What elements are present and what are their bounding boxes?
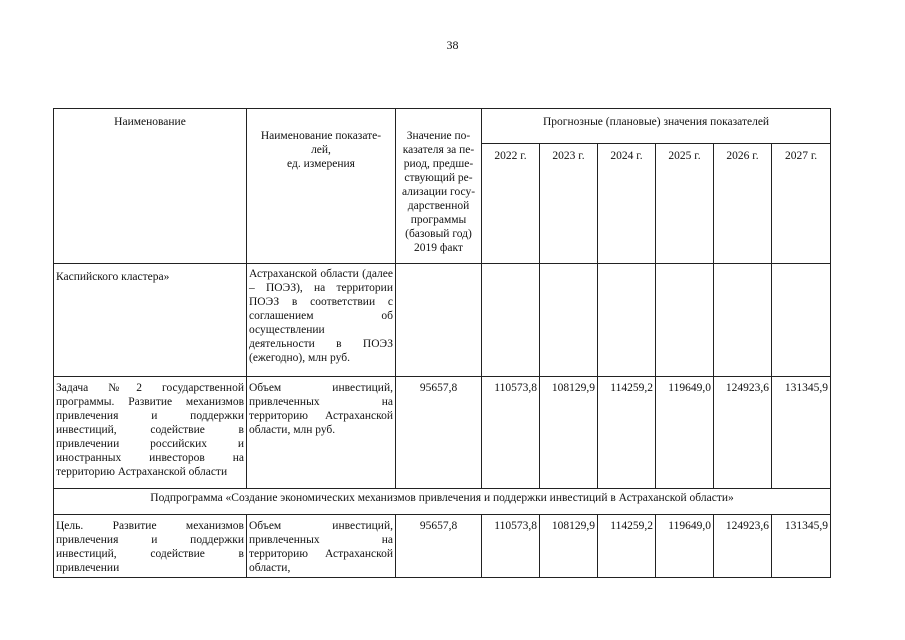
row-value-2022 (482, 264, 540, 377)
header-forecast-group-text: Прогнозные (плановые) значения показателей (542, 116, 770, 128)
subprogram-heading: Подпрограмма «Создание экономических механизмов привлечения и поддержки инвестиций в Астраханской области» (54, 489, 831, 515)
row-value-2025 (656, 264, 714, 377)
row-indicator-cell: Объем инвестиций, привлеченных на территорию Астраханской области, (247, 515, 396, 578)
row-value-2023: 108129,9 (540, 377, 598, 489)
row-value-2022: 110573,8 (482, 377, 540, 489)
header-year-2025: 2025 г. (656, 144, 714, 264)
row-value-2026 (714, 264, 772, 377)
row-indicator-cell: Астраханской области (далее – ПОЭЗ), на территории ПОЭЗ в соответствии с соглашением об осуществлении деятельности в ПОЭЗ (ежегодно), млн руб. (247, 264, 396, 377)
row-value-2026: 124923,6 (714, 515, 772, 578)
header-indicator-text: Наименование показате- лей, ед. измерения (260, 130, 382, 170)
row-value-2027: 131345,9 (772, 515, 831, 578)
row-value-2027 (772, 264, 831, 377)
row-base-cell: 95657,8 (396, 377, 482, 489)
row-value-2023 (540, 264, 598, 377)
row-indicator-cell: Объем инвестиций, привлеченных на территорию Астраханской области, млн руб. (247, 377, 396, 489)
row-value-2024: 114259,2 (598, 377, 656, 489)
header-year-2024: 2024 г. (598, 144, 656, 264)
header-year-2027: 2027 г. (772, 144, 831, 264)
row-value-2024 (598, 264, 656, 377)
header-name-text: Наименование (114, 116, 186, 128)
page-number: 38 (446, 38, 459, 52)
header-year-2022: 2022 г. (482, 144, 540, 264)
row-name-cell: Цель. Развитие механизмов привлечения и поддержки инвестиций, содействие в привлечении (54, 515, 247, 578)
table-row (54, 377, 831, 489)
header-indicator (247, 109, 396, 264)
header-year-2023: 2023 г. (540, 144, 598, 264)
row-name-cell: Задача №2 государственной программы. Развитие механизмов привлечения и поддержки инвестиций, содействие в привлечении российских и иностранных инвесторов на территорию Астраханской области (54, 377, 247, 489)
table-row (54, 264, 831, 377)
row-value-2026: 124923,6 (714, 377, 772, 489)
header-forecast-group (482, 109, 831, 144)
row-name-cell: Каспийского кластера» (54, 264, 247, 377)
table-row (54, 515, 831, 578)
header-base-value-text: Значение по- казателя за пе- риод, предше- ствующий ре- ализации госу- дарственной программы (базовый год) 2019 факт (401, 130, 476, 254)
header-name (54, 109, 247, 264)
row-base-cell: 95657,8 (396, 515, 482, 578)
indicators-table (53, 108, 831, 578)
row-value-2027: 131345,9 (772, 377, 831, 489)
row-value-2024: 114259,2 (598, 515, 656, 578)
row-value-2025: 119649,0 (656, 515, 714, 578)
row-base-cell (396, 264, 482, 377)
header-base-value (396, 109, 482, 264)
row-value-2023: 108129,9 (540, 515, 598, 578)
row-value-2022: 110573,8 (482, 515, 540, 578)
header-year-2026: 2026 г. (714, 144, 772, 264)
row-value-2025: 119649,0 (656, 377, 714, 489)
